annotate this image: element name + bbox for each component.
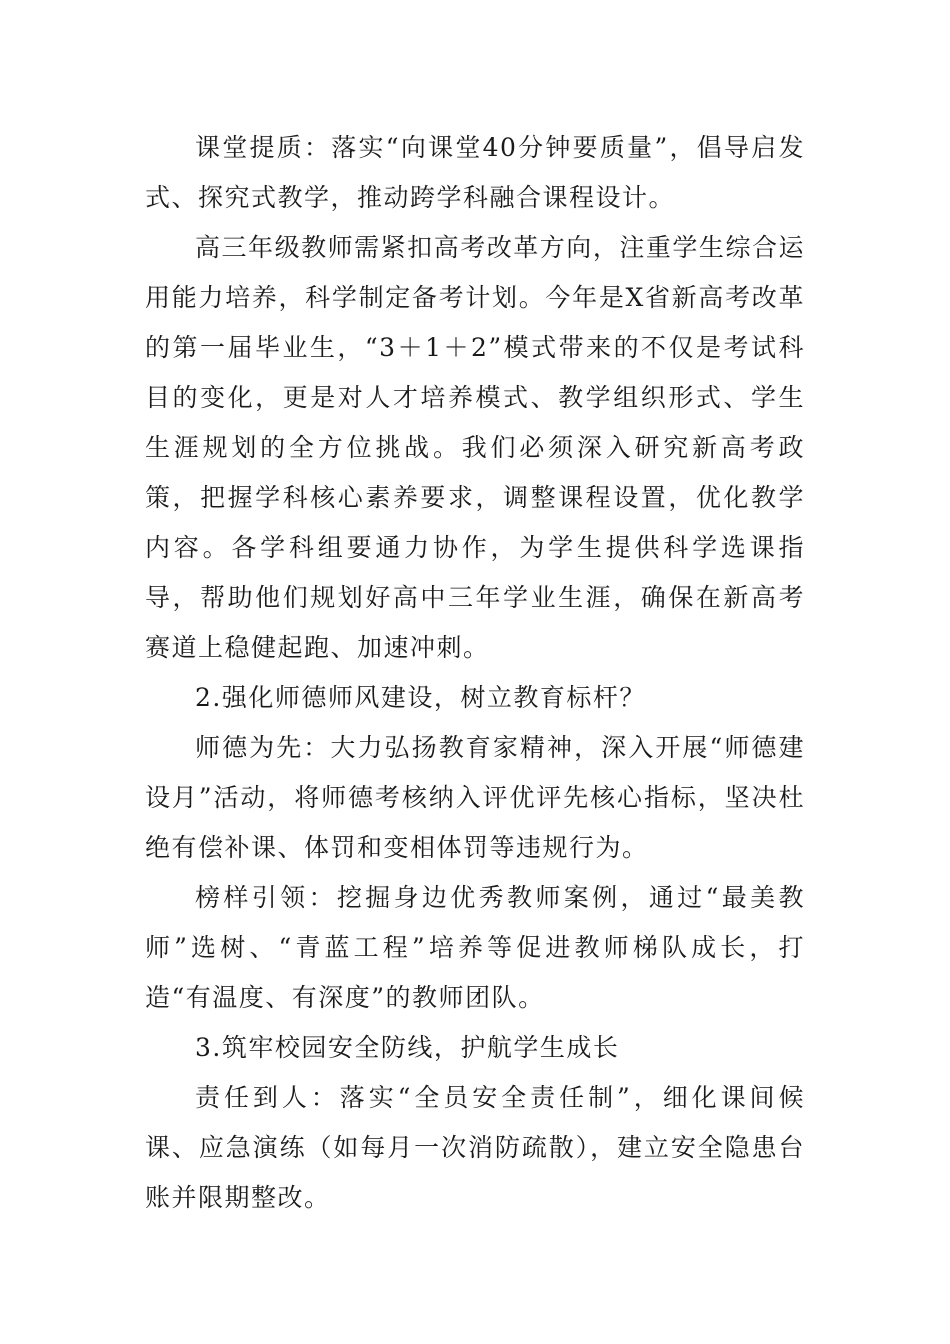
paragraph-classroom-quality: 课堂提质：落实“向课堂40分钟要质量”，倡导启发式、探究式教学，推动跨学科融合课程设计。: [145, 133, 805, 212]
paragraph-role-models: 榜样引领：挖掘身边优秀教师案例，通过“最美教师”选树、“青蓝工程”培养等促进教师梯队成长，打造“有温度、有深度”的教师团队。: [145, 883, 805, 1012]
paragraph-ethics-first: 师德为先：大力弘扬教育家精神，深入开展“师德建设月”活动，将师德考核纳入评优评先核心指标，坚决杜绝有偿补课、体罚和变相体罚等违规行为。: [145, 733, 805, 862]
document-body: [145, 123, 805, 1223]
heading-teacher-ethics: 2.强化师德师风建设，树立教育标杆？: [195, 683, 646, 712]
paragraph-responsibility: 责任到人：落实“全员安全责任制”，细化课间候课、应急演练（如每月一次消防疏散），建立安全隐患台账并限期整改。: [145, 1083, 805, 1212]
heading-campus-safety: 3.筑牢校园安全防线，护航学生成长: [195, 1033, 620, 1062]
paragraph-senior-teachers: 高三年级教师需紧扣高考改革方向，注重学生综合运用能力培养，科学制定备考计划。今年是X省新高考改革的第一届毕业生，“3＋1＋2”模式带来的不仅是考试科目的变化，更是对人才培养模式、教学组织形式、学生生涯规划的全方位挑战。我们必须深入研究新高考政策，把握学科核心素养要求，调整课程设置，优化教学内容。各学科组要通力协作，为学生提供科学选课指导，帮助他们规划好高中三年学业生涯，确保在新高考赛道上稳健起跑、加速冲刺。: [145, 233, 805, 662]
